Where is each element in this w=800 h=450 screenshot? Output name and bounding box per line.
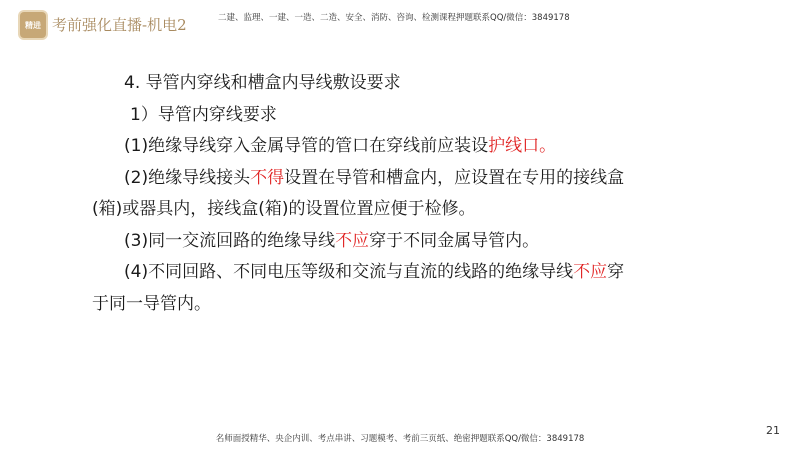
list-item xyxy=(92,257,652,289)
item-text: 设置在导管和槽盒内，应设置在专用的接线盒 xyxy=(284,167,625,188)
list-item xyxy=(92,131,652,163)
item-text: (1)绝缘导线穿入金属导管的管口在穿线前应装设 xyxy=(124,136,489,156)
highlight-text: 护线口。 xyxy=(488,136,557,156)
list-item xyxy=(92,226,652,258)
item-text: (3)同一交流回路的绝缘导线 xyxy=(124,230,336,251)
section-heading: 4. 导管内穿线和槽盒内导线敷设要求 xyxy=(124,73,401,93)
highlight-text: 不得 xyxy=(250,167,285,188)
header-ad-text: 二建、监理、一建、一造、二造、安全、消防、咨询、检测课程押题联系QQ/微信：3849178 xyxy=(218,13,570,23)
list-item xyxy=(92,163,652,195)
list-item-continuation: (箱)或器具内，接线盒(箱)的设置位置应便于检修。 xyxy=(92,199,476,219)
item-text: 穿于不同金属导管内。 xyxy=(369,230,540,251)
item-text: (4)不同回路、不同电压等级和交流与直流的线路的绝缘导线 xyxy=(124,262,574,282)
item-text: (2)绝缘导线接头 xyxy=(124,167,251,188)
page-number: 21 xyxy=(766,424,780,437)
sub-heading: 1）导管内穿线要求 xyxy=(130,104,277,125)
highlight-text: 不应 xyxy=(335,230,370,251)
item-text: 穿 xyxy=(607,262,625,282)
course-title: 考前强化直播-机电2 xyxy=(52,16,187,34)
brand-logo xyxy=(20,12,46,38)
highlight-text: 不应 xyxy=(573,262,608,282)
footer-ad-text: 名师面授精华、央企内训、考点串讲、习题模考、考前三页纸、绝密押题联系QQ/微信：3849178 xyxy=(215,434,585,444)
slide-content xyxy=(92,68,652,320)
list-item-continuation: 于同一导管内。 xyxy=(92,293,211,314)
logo-text: 精进 xyxy=(25,20,41,30)
